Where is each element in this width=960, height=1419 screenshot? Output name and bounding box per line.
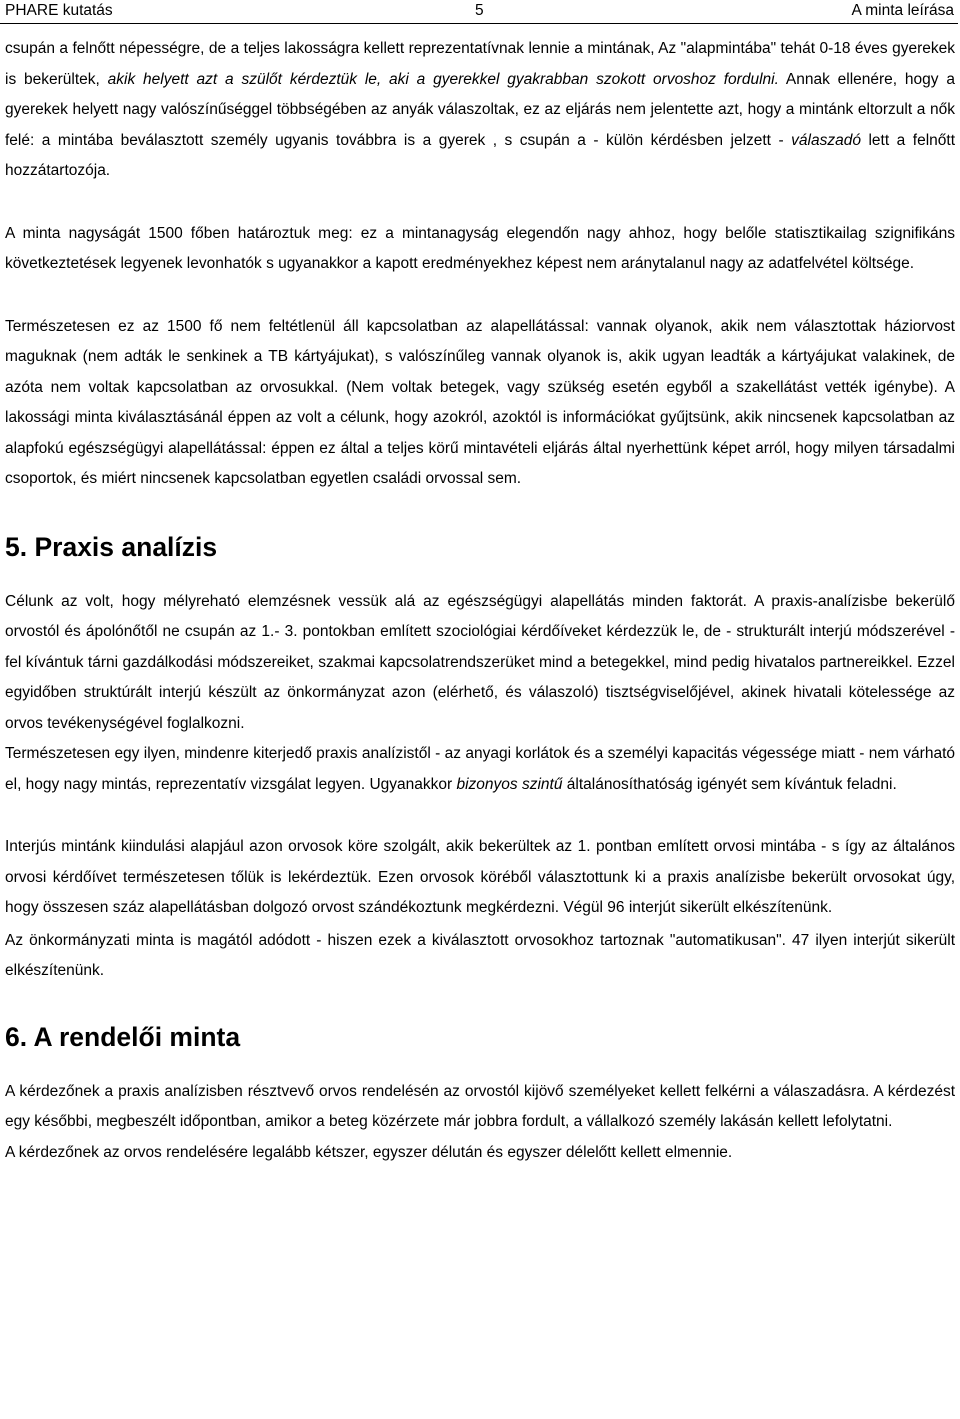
paragraph-sample-coverage: Természetesen ez az 1500 fő nem feltétlenül áll kapcsolatban az alapellátással: vannak olyanok, akik nem választottak háziorvost maguknak (nem adták le senkinek a TB kártyájukat), s valószínűleg vannak olyanok is, akik ugyan leadták a kártyájukat valakinek, de azóta nem voltak kapcsolatban az orvosukkal. (Nem voltak betegek, vagy szükség esetén egyből a szakellátást vették igénybe). A lakossági minta kiválasztásánál éppen az volt a célunk, hogy azokról, azoktól is információkat gyűjtsünk, akik nincsenek kapcsolatban az alapfokú egészségügyi alapellátással: éppen ez által a teljes körű mintavételi eljárás által nyerhettünk képet arról, hogy milyen társadalmi csoportok, és miért nincsenek kapcsolatban egyetlen családi orvossal sem. — [5, 317, 955, 487]
text-run: Annak ellenére, hogy a gyerekek helyett nagy valószínűséggel többségében az anyák válaszoltak, ez az eljárás nem jelentette azt, hogy a mintánk eltorzult a nők felé: a mintába beválasztott személy ugyanis továbbra is a gyerek , s csupán a - külön kérdésben jelzett - — [5, 70, 955, 149]
italic-text: bizonyos szintű — [456, 775, 563, 793]
page-number: 5 — [475, 2, 484, 19]
text-run: lett a felnőtt hozzátartozója. — [5, 131, 955, 179]
paragraph-sample-children — [5, 34, 955, 187]
paragraph-municipal-sample: Az önkormányzati minta is magától adódott - hiszen ezek a kiválasztott orvosokhoz tartoznak "automatikusan". 47 ilyen interjút sikerült elkészítenünk. — [5, 931, 955, 979]
text-run: Természetesen egy ilyen, mindenre kiterjedő praxis analízistől - az anyagi korlátok és a személyi kapacitás végessége miatt - nem várható el, hogy nagy mintás, reprezentatív vizsgálat legyen. Ugyanakkor — [5, 745, 955, 793]
paragraph-clinic-procedure: A kérdezőnek a praxis analízisben résztvevő orvos rendelésén az orvostól kijövő személyeket kellett felkérni a válaszadásra. A kérdezést egy későbbi, megbeszélt időpontban, amikor a beteg közérzete már jobbra fordult, a vállalkozó személy lakásán kellett lefolytatni. — [5, 1082, 955, 1130]
page-header — [0, 0, 958, 24]
paragraph-praxis-limits — [5, 739, 955, 800]
paragraph-praxis-goal: Célunk az volt, hogy mélyreható elemzésnek vessük alá az egészségügyi alapellátás minden faktorát. A praxis-analízisbe bekerülő orvostól és ápolónőtől ne csupán az 1.- 3. pontokban említett szociológiai kérdőíveket kérdezzük le, de - strukturált interjú módszerével - fel kívántuk tárni gazdálkodási módszereiket, szakmai kapcsolatrendszerüket mind a betegekkel, mind pedig hivatalos partnereikkel. Ezzel egyidőben struktúrált interjú készült az önkormányzat azon (elérhető, és válaszoló) tisztségviselőjével, akinek hivatali kötelessége az orvos tevékenységével foglalkozni. — [5, 592, 955, 732]
paragraph-sample-size: A minta nagyságát 1500 főben határoztuk meg: ez a mintanagyság elegendőn nagy ahhoz, hogy belőle statisztikailag szignifikáns következtetések legyenek levonhatók s ugyanakkor a kapott eredményekhez képest nem aránytalanul nagy az adatfelvétel költsége. — [5, 224, 955, 272]
text-run: általánosíthatóság igényét sem kívántuk feladni. — [562, 775, 897, 793]
italic-text: akik helyett azt a szülőt kérdeztük le, aki a gyerekkel gyakrabban szokott orvoshoz fordulni. — [107, 70, 779, 88]
text-run: csupán a felnőtt népességre, de a teljes lakosságra kellett reprezentatívnak lennie a mintának, Az "alapmintába" tehát 0-18 éves gyerekek is bekerültek, — [5, 40, 955, 88]
section-heading-clinic: 6. A rendelői minta — [5, 1021, 241, 1052]
header-section: A minta leírása — [851, 2, 954, 19]
paragraph-interview-sample: Interjús mintánk kiindulási alapjául azon orvosok köre szolgált, akik bekerültek az 1. pontban említett orvosi mintába - s így az általános orvosi kérdőívet természetesen tőlük is lekérdeztük. Ezen orvosok köréből választottunk ki a praxis analízisbe bekerült orvosokat úgy, hogy összesen száz alapellátásban dolgozó orvost szándékoztunk megkérdezni. Végül 96 interjút sikerült elkészítenünk. — [5, 838, 955, 916]
document-body — [5, 34, 955, 1168]
italic-text: válaszadó — [791, 131, 861, 149]
header-title: PHARE kutatás — [5, 2, 113, 19]
paragraph-clinic-visits: A kérdezőnek az orvos rendelésére legalább kétszer, egyszer délután és egyszer délelőtt kellett elmennie. — [5, 1143, 733, 1161]
section-heading-praxis: 5. Praxis analízis — [5, 531, 218, 562]
